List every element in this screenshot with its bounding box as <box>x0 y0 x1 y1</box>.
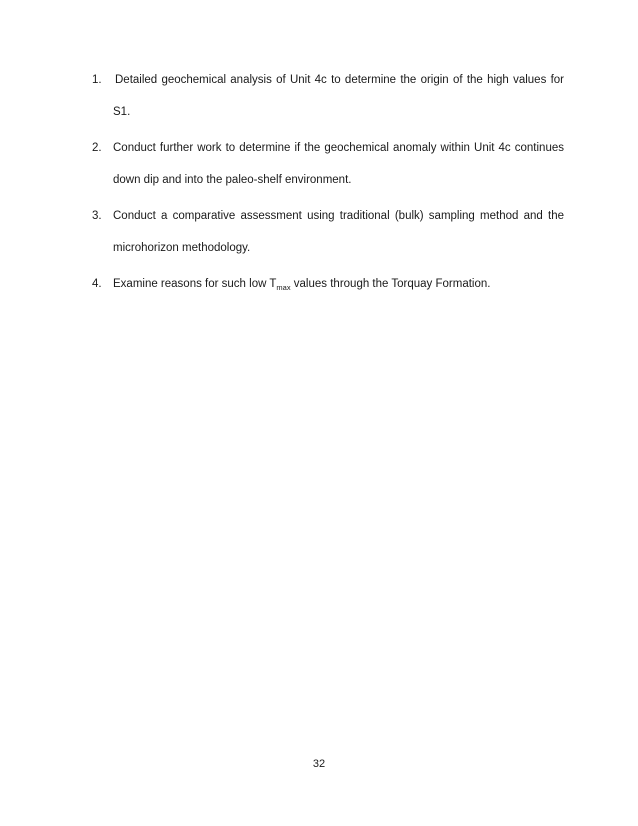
list-item-text-before: Examine reasons for such low T <box>113 278 277 290</box>
list-item <box>92 132 564 196</box>
list-item-number: 4. <box>92 278 102 290</box>
list-item-text: Conduct further work to determine if the geochemical anomaly within Unit 4c continues down dip and into the paleo-shelf environment. <box>113 142 564 186</box>
list-item <box>92 268 564 301</box>
list-item <box>92 64 564 128</box>
list-item-text: Detailed geochemical analysis of Unit 4c to determine the origin of the high values for S1. <box>113 74 564 118</box>
page-number: 32 <box>312 758 326 770</box>
list-item-number: 1. <box>92 74 102 86</box>
tmax-subscript: max <box>276 283 291 292</box>
list-item-number: 3. <box>92 210 102 222</box>
list-item-text-after: values through the Torquay Formation. <box>290 278 491 290</box>
list-item-text <box>113 268 564 301</box>
list-item-text: Conduct a comparative assessment using traditional (bulk) sampling method and the microhorizon methodology. <box>113 210 564 254</box>
list-item-number: 2. <box>92 142 102 154</box>
list-item <box>92 200 564 264</box>
